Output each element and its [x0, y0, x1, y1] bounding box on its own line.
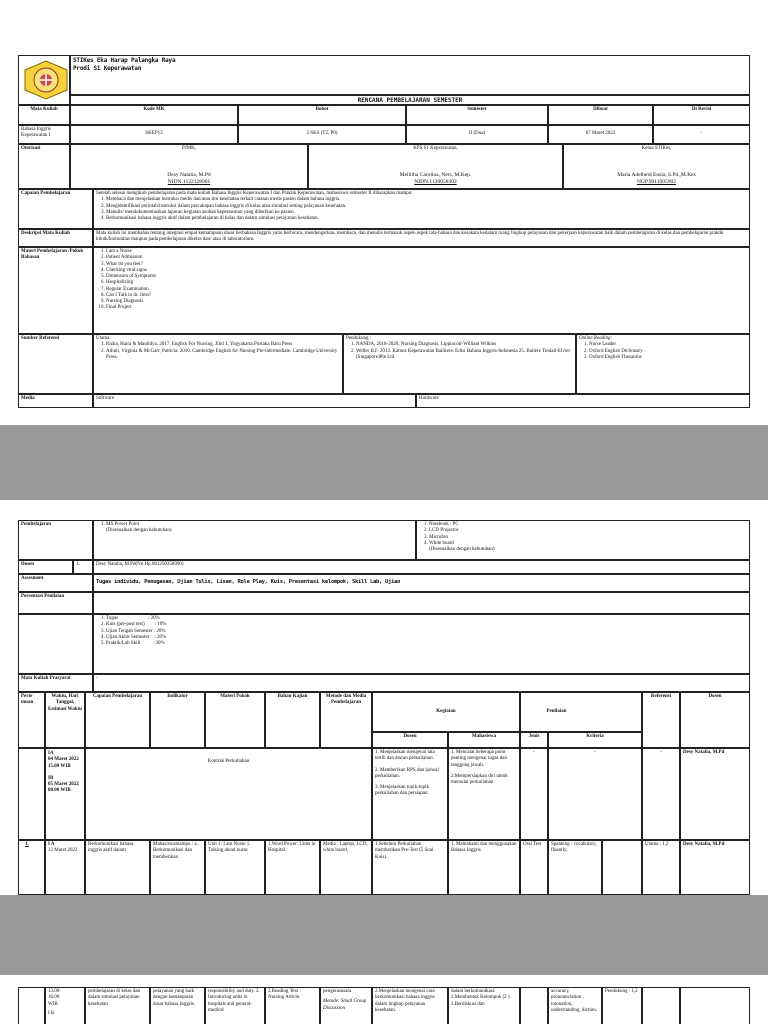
time-line: I B	[48, 1010, 55, 1016]
outcome-item: 2. Mengidentifikasi perintah/instruksi dalam percakapan bahasa inggris di kelas atau simulasi setting pelayanan kesehatan.	[106, 204, 747, 210]
outcomes-intro: Setelah selesai mengikuti pembelajaran pada mata kuliah Bahasa Inggris Keperawatan I dan Praktik Keperawatan, mahasiswa semester II diharapkan mampu:	[96, 191, 413, 196]
chair-title: Ketua STIKes,	[641, 146, 672, 151]
p3-topic: responsibility and duty. 2. Introducing units in hospitals and general-medical	[205, 987, 265, 1024]
kps-block	[308, 144, 563, 189]
material-item: 8. Can I Talk to dr. Jims?	[106, 293, 747, 299]
hardware-note: (Disesuaikan dengan kebutuhan)	[429, 547, 495, 552]
hardware-item: 2. LCD Projector	[429, 528, 747, 534]
institution-name: STIKes Eka Harap Palangka Raya	[73, 57, 176, 64]
label-code: Kode MK	[70, 105, 238, 125]
percent-item: 3. Ujian Tengah Semester : 20%	[106, 629, 747, 635]
time-line: 12 Maret 2022	[48, 848, 78, 854]
contract-type: -	[520, 748, 548, 840]
reference-item: 1. NANDA, 2018-2020; Nursing Diagnosis, Lippincott-William Wilkins	[356, 342, 573, 348]
row1-time	[45, 840, 85, 895]
row1-criteria-fill	[602, 840, 642, 895]
software-list	[93, 520, 416, 560]
kps-nidn: NIDN.1120058302	[414, 179, 457, 186]
prereq-value: -	[93, 674, 750, 692]
references-support	[343, 334, 576, 394]
header-study: Bahan Kajian	[265, 692, 320, 748]
hardware-item: 4. White board	[429, 541, 747, 547]
material-item: 9. Nursing Diagnosis	[106, 299, 747, 305]
row1-criteria: Speaking : vocabulary, fluently,	[548, 840, 602, 895]
header-activity: Kegiatan	[372, 692, 520, 732]
logo-cell	[18, 55, 70, 105]
method-prefix: pengerasusara	[323, 989, 352, 994]
course-created: 07 Maret 2022	[548, 125, 653, 144]
kps-title: KPS S1 Keperawatan,	[413, 146, 458, 151]
header-type: Jenis	[520, 732, 548, 748]
row1-outcome: Berkomunikasi bahasa inggris aktif dalam	[85, 840, 150, 895]
references-main-label: Utama:	[96, 336, 111, 341]
contract-meeting	[18, 748, 45, 840]
header-assessment-fill	[592, 692, 642, 732]
p3-ref-fill	[642, 987, 680, 1024]
contract-topic: Kontrak Perkuliahan	[85, 748, 372, 840]
course-semester: II (Dua)	[406, 125, 548, 144]
media-label: Media	[18, 394, 93, 408]
percent-item: 1. Tugas : 20%	[106, 616, 747, 622]
time-line: 13.00-	[48, 989, 61, 994]
assessment-list: Tugas individu, Penugasan, Ujian Tulis, Lisan, Role Play, Kuis, Presentasi kelompok, Skill Lab, Ujian	[93, 574, 750, 592]
percent-blank	[18, 614, 93, 674]
row1-topic: Unit 1: I am Nurse 1. Talking about nurse	[205, 840, 265, 895]
p3-time	[45, 987, 85, 1024]
percent-header-blank	[93, 592, 750, 614]
label-course: Mata Kuliah	[18, 105, 70, 125]
activity-line: 2. Memberikan RPS dan jadwal perkuliahan.	[375, 767, 439, 779]
media-software: Software	[93, 394, 416, 408]
material-item: 6. Hospitalizing	[106, 280, 747, 286]
time-line: IA	[48, 751, 54, 756]
header-indicator: Indikator	[150, 692, 205, 748]
header-outcome: Capaian Pembelajaran	[85, 692, 150, 748]
hardware-item: 1. Notebook / PC	[429, 522, 747, 528]
document-title: RENCANA PEMBELAJARAN SEMESTER	[70, 95, 750, 105]
rps-page-2	[0, 500, 768, 895]
outcome-item: 4. Berkomunikasi bahasa inggris aktif dalam pembelajaran di kelas dan dalam simulasi pelayanan kesehatan.	[106, 216, 747, 222]
row1-study: 1.Word Power: Units in Hospital.	[265, 840, 320, 895]
assessment-label: Assesment	[18, 574, 93, 592]
references-main	[93, 334, 343, 394]
header-method: Metode dan Media Pembelajaran	[320, 692, 372, 748]
lecturer-number: 1.	[73, 560, 93, 574]
material-item: 5. Dimension of Symptoms	[106, 274, 747, 280]
row1-lecturer-act: 1.Sebelum Perkuliahan memberikan Pre-Test (5 Soal Kuis).	[372, 840, 448, 895]
contract-criteria: -	[548, 748, 642, 840]
activity-line: 1. Mencatat beberapa point penting mengenai tugas dan tanggung jawab.	[451, 750, 507, 768]
p3-teacher	[680, 987, 750, 1024]
time-line: IB	[48, 775, 54, 781]
software-item: 1. MS Power Point	[106, 522, 413, 528]
description-label: Deskripsi Mata Kuliah	[18, 229, 93, 247]
row1-indicator: Mahasiswamampu : a. Berkomunikasi dan memberikan	[150, 840, 205, 895]
course-name: Bahasa Inggris Keperawatan I	[18, 125, 70, 144]
institution-logo	[23, 60, 69, 100]
header-topic: Materi Pokok	[205, 692, 265, 748]
percent-item: 5. Praktik/Lab Skill :30%	[106, 641, 747, 647]
header-student-act: Mahasiswa	[448, 732, 520, 748]
contract-student-acts	[448, 748, 520, 840]
outcome-item: 3. Menulis/ mendokumentasikan laporan kegiatan asuhan keperawatan yang diberikan ke pasien.	[106, 210, 747, 216]
pjmk-block	[70, 144, 308, 189]
rps-page-1	[0, 0, 768, 425]
reference-item: 2. Allum, Virginia & McGarr, Patricia. 2010. Cambridge English for Nursing:Pre-intermediate. Cambridge University Press.	[106, 349, 340, 362]
p3-type	[520, 987, 548, 1024]
row1-method: Media : Laptop, LCD, white board,	[320, 840, 372, 895]
pjmk-nidn: NIDN.1122128901	[167, 179, 211, 186]
p3-indicator: pelayanan yang baik dengan kemampuan dasar bahasa Inggris.	[150, 987, 205, 1024]
reference-item: 1. Rizka, Haira & Maulidya. 2017. English For Nursing. Jilid 1. Yogyakarta:Pustaka Baru Press	[106, 342, 340, 348]
time-line: 05 Maret 2022	[48, 782, 79, 787]
material-item: 4. Checking vital signs	[106, 268, 747, 274]
hardware-list	[416, 520, 750, 560]
row1-type: Oral Test	[520, 840, 548, 895]
reference-item: 3. Oxford English Thesaurus	[589, 355, 747, 361]
p3-student-act: dalam berkomunikasi. 2.Membentuk Kelompok (2 ). 3.Berdiskusi dan	[448, 987, 520, 1024]
media-label-cont: Pembelajaran	[18, 520, 93, 560]
time-line: 16.00	[48, 995, 60, 1001]
percent-item: 2. Kuis (pre-post test) : 10%	[106, 622, 747, 628]
references-support-label: Pendukung :	[346, 336, 372, 341]
row1-number: 1.	[18, 840, 45, 895]
kps-name: Meilitha Carolina, Ners, M.Kep.	[399, 172, 472, 179]
label-semester: Semester	[406, 105, 548, 125]
row1-teacher: Desy Natalia, M.Pd	[680, 840, 750, 895]
description-text: Mata kuliah ini membahas tentang integrasi empat kemampuan dasar berbahasa Inggris yaitu berbicara, mendengarkan, membaca, dan menulis termasuk aspek-aspek tata-bahasa dan kosakata kedalam ruang lingkup pelayanan dan pekerjaan keperawatan baik dalam pembelajaran di kelas dan pembelajaran praktik klinik/komunitas maupun pada pembelajaran dikelas dan/ atau di laboratorium.	[93, 229, 750, 247]
row1-student-act: 1. Memahami dan menggunakan Bahasa Inggris	[448, 840, 520, 895]
pjmk-title: PJMK,	[181, 146, 197, 151]
chair-nup: NUP.9911005902	[636, 179, 677, 186]
pjmk-name: Desy Natalia, M.Pd	[167, 172, 211, 179]
course-revised: -	[653, 125, 750, 144]
header-assessment: Penilaian	[520, 692, 592, 732]
header-lecturer-act: Dosen	[372, 732, 448, 748]
lecturer-label: Dosen	[18, 560, 73, 574]
materials-label: Materi Pembelajaran /Pokok Bahasan	[18, 247, 93, 334]
contract-teacher: Desy Natalia, M.Pd	[680, 748, 750, 840]
row1-reference: Utama : 1,2	[642, 840, 680, 895]
reference-item: 2. Weller B.F. 2013. Kamus Keperawatan Bailliere. Edisi Bahasa Inggris-Indonesia 25. Bailere Tindall-Elvier (Singapore)Pte Ltd.	[356, 349, 573, 362]
header-reference: Referensi	[642, 692, 680, 748]
material-item: 1. I am a Nurse	[106, 249, 747, 255]
material-item: 7. Regular Examination	[106, 287, 747, 293]
material-item: 10. Final Project	[106, 305, 747, 311]
time-line: 04 Maret 2022	[48, 757, 79, 763]
material-item: 3. What do you feel?	[106, 262, 747, 268]
media-hardware: Hardware	[416, 394, 750, 408]
chair-name: Maria Adelheid Ensia, S.Pd.,M.Kes	[617, 172, 696, 179]
label-created: Dibuat	[548, 105, 653, 125]
contract-reference: -	[642, 748, 680, 840]
program-name: Prodi S1 Keperawatan	[73, 64, 142, 72]
activity-line: 3. Menjelaskan topik-topik perkuliahan dan persiapan.	[375, 785, 430, 797]
chair-block	[563, 144, 750, 189]
p3-criteria: accuracy, pronounciation , intonation, understanding, diction.	[548, 987, 602, 1024]
contract-lecturer-acts	[372, 748, 448, 840]
time-line: 15.00 WIB	[48, 763, 71, 769]
institution-header	[70, 55, 750, 95]
label-credits: Bobot	[238, 105, 406, 125]
method-text: Metode: Small Group Discussion	[323, 999, 367, 1011]
outcomes-content	[93, 189, 750, 229]
references-label: Sumber Referensi	[18, 334, 93, 394]
activity-line: 1. Menjelaskan mengenai tata tertib dan aturan perkuliahan.	[375, 750, 435, 762]
p3-lecturer-act: 2.Menjelaskan mengenai cara berkomunikasi bahasa inggris dalam lingkup pelayanan kesehatan.	[372, 987, 448, 1024]
header-meeting: Perte muan	[18, 692, 45, 748]
p3-reference: Pendukung : 1,2	[602, 987, 642, 1024]
hardware-item: 3. Microfon	[429, 535, 747, 541]
percent-list	[93, 614, 750, 674]
references-online	[576, 334, 750, 394]
course-code: SKEP13	[70, 125, 238, 144]
percent-item: 4. Ujian Akhir Semester : 20%	[106, 635, 747, 641]
header-teacher: Dosen	[680, 692, 750, 748]
authorization-label: Otorisasi	[18, 144, 70, 189]
p3-meeting	[18, 987, 45, 1024]
prereq-label: Mata Kuliah Prasyarat	[18, 674, 93, 692]
course-credits: 2 SKS (T2, P0)	[238, 125, 406, 144]
activity-line: 2.Mempersiapkan diri untuk memulai perkuliahan.	[451, 773, 508, 785]
p3-method	[320, 987, 372, 1024]
p3-outcome: pembelajaran di kelas dan dalam simulasi pelayanan kesehatan	[85, 987, 150, 1024]
percent-label: Persentasi Penilaian	[18, 592, 93, 614]
time-line: 08.00 WIB	[48, 788, 71, 794]
reference-item: 1. Nurse Leader	[589, 342, 747, 348]
header-criteria: Kriteria	[548, 732, 642, 748]
p3-study: 2.Reading Text : Nursing Article.	[265, 987, 320, 1024]
contract-time	[45, 748, 85, 840]
outcome-item: 1. Membaca dan menjelaskan instruksi medis dan/atau tim kesehatan terkait catatan medis pasien dalam bahasa inggris.	[106, 197, 747, 203]
references-online-label: Online Reading:	[579, 336, 613, 341]
rps-page-3	[0, 975, 768, 1024]
outcomes-label: Capaian Pembelajaran	[18, 189, 93, 229]
label-revised: Di Revisi	[653, 105, 750, 125]
materials-content	[93, 247, 750, 334]
reference-item: 2. Oxford English Dictionary	[589, 349, 747, 355]
time-line: WIB	[48, 1001, 58, 1007]
material-item: 2. Patient Admission	[106, 255, 747, 261]
time-line: I A	[48, 842, 55, 847]
lecturer-name: Desy Natalia, M.Pd(No.Hp.081250358990)	[93, 560, 750, 574]
software-note: (Disesuaikan dengan kebutuhan)	[106, 528, 172, 534]
header-time: Waktu, Hari Tanggal, Estimasi Waktu	[45, 692, 85, 748]
